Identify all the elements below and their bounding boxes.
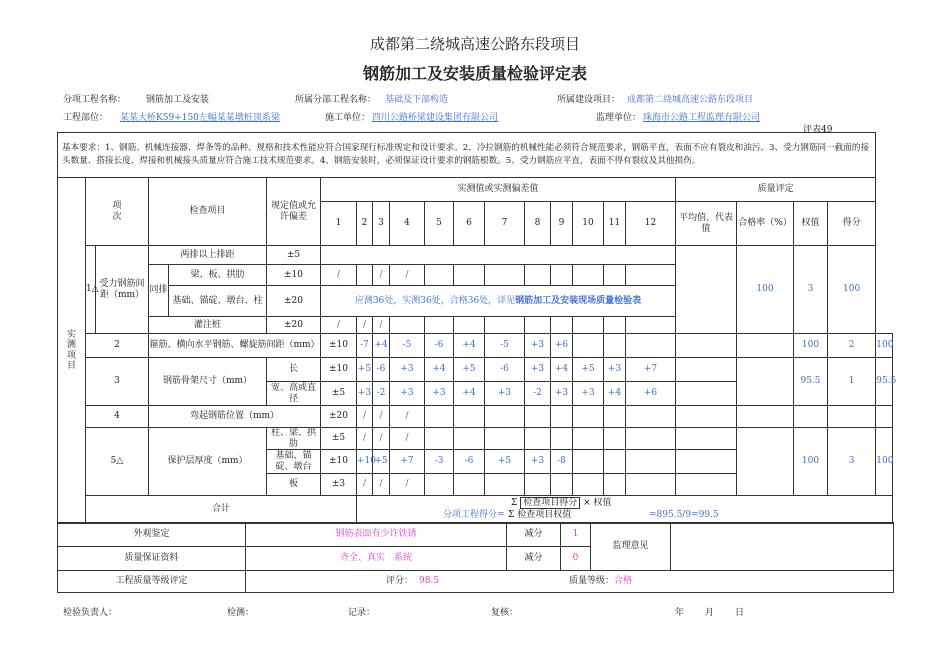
quality-eval-header: 质量评定	[676, 178, 876, 202]
pass-rate-header: 合格率（%）	[737, 202, 794, 246]
row4-no: 4	[86, 406, 149, 428]
row1-no: 1△	[86, 246, 96, 334]
footer-day: 日	[735, 608, 745, 618]
qa-label: 质量保证资料	[58, 547, 246, 571]
row3a-tol: ±10	[321, 358, 357, 382]
row3b-val-1: +3	[357, 382, 373, 406]
row1a-tol: ±5	[267, 246, 321, 265]
row5c-val-2: /	[373, 474, 390, 496]
row1b-val-2: /	[373, 265, 390, 286]
supervisor-opinion-label: 监理意见	[591, 523, 671, 571]
row3b-val-2: -2	[373, 382, 390, 406]
appearance-value: 钢筋表面有少许铁锈	[246, 523, 507, 547]
footer-month: 月	[705, 608, 715, 618]
point-2: 2	[357, 202, 373, 246]
row1a-label: 两排以上排距	[149, 246, 267, 265]
row1b-label: 梁、板、拱肋	[169, 265, 267, 286]
location-value: 某某大桥K59+150左幅某某墩桩顶系梁	[120, 113, 280, 123]
row2-val-3: -5	[390, 334, 425, 358]
row2-val-8: +6	[551, 334, 573, 358]
row3b-val-7: -2	[525, 382, 551, 406]
row5b-val-5: -6	[454, 450, 485, 474]
row5a-val-1: /	[357, 428, 373, 450]
row5-weight: 3	[828, 428, 876, 496]
row3a-val-2: -6	[373, 358, 390, 382]
weight-header: 权值	[794, 202, 828, 246]
point-1: 1	[321, 202, 357, 246]
row1c-note: 应测36处，实测36处，合格36处，详见钢筋加工及安装现场质量检验表	[321, 286, 676, 317]
row5-no: 5△	[86, 428, 149, 496]
row3a-val-5: +5	[454, 358, 485, 382]
project-title: 成都第二绕城高速公路东段项目	[369, 35, 580, 53]
row2-val-1: -7	[357, 334, 373, 358]
row3-name: 钢筋骨架尺寸（mm）	[149, 358, 267, 406]
tolerance-header: 规定值或允许偏差	[267, 178, 321, 246]
point-8: 8	[525, 202, 551, 246]
row3b-val-8: +3	[551, 382, 573, 406]
row2-val-6: -5	[485, 334, 525, 358]
row5-score: 100	[876, 428, 893, 496]
division-value: 基础及下部构造	[385, 95, 449, 105]
measured-items-label: 实测项目	[58, 178, 86, 524]
footer-recorder: 记录：	[348, 608, 376, 618]
row3b-tol: ±5	[321, 382, 357, 406]
row1b-tol: ±10	[267, 265, 321, 286]
row1d-val-3: /	[373, 317, 390, 334]
row1c-label: 基础、锚碇、墩台、柱	[169, 286, 267, 317]
row1b-val-1: /	[321, 265, 357, 286]
construction-project-label: 所属建设项目：	[557, 95, 621, 105]
row2-val-7: +3	[525, 334, 551, 358]
row1b-val-3: /	[390, 265, 425, 286]
inspection-table	[57, 132, 897, 524]
row3-rate: 95.5	[794, 358, 828, 406]
row3-no: 3	[86, 358, 149, 406]
qa-value: 齐全、真实 系统	[246, 547, 507, 571]
footer-tester: 检测：	[227, 608, 255, 618]
row3a-val-4: +4	[425, 358, 454, 382]
row3b-val-5: +4	[454, 382, 485, 406]
row2-weight: 2	[828, 334, 876, 358]
grade-label: 工程质量等级评定	[58, 571, 246, 593]
row5b-val-4: -3	[425, 450, 454, 474]
row5a-label: 柱、梁、拱肋	[267, 428, 321, 450]
row1d-val-1: /	[321, 317, 357, 334]
row4-val-2: /	[373, 406, 390, 428]
row2-score: 100	[876, 334, 893, 358]
row3-score: 95.5	[876, 358, 893, 406]
row4-val-1: /	[357, 406, 373, 428]
row5b-label: 基础、锚碇、墩台	[267, 450, 321, 474]
row3b-label: 宽、高或直径	[267, 382, 321, 406]
construction-project-value: 成都第二绕城高速公路东段项目	[627, 95, 754, 105]
row2-val-2: +4	[373, 334, 390, 358]
basic-requirements: 基本要求：1、钢筋、机械连接器、焊条等的品种、规格和技术性能应符合国家现行标准规定和设计要求。2、冷拉钢筋的机械性能必须符合规范要求，钢筋平直，表面不应有裂皮和油污。3、受力钢筋同一截面的接头数量、搭接长度、焊接和机械接头质量应符合施工技术规范要求。4、钢筋安装时，必须保证设计要求的钢筋根数。5、受力钢筋应平直，表面不得有裂纹及其他损伤。	[58, 133, 876, 178]
footer-inspector: 检验负责人：	[63, 608, 118, 618]
row5b-val-3: +7	[390, 450, 425, 474]
row2-tol: ±10	[321, 334, 357, 358]
appearance-deduct: 1	[561, 523, 591, 547]
row1d-tol: ±20	[267, 317, 321, 334]
row3a-label: 长	[267, 358, 321, 382]
row4-tol: ±20	[321, 406, 357, 428]
point-11: 11	[604, 202, 626, 246]
supervisor-label: 监理单位：	[596, 113, 642, 123]
row5c-tol: ±3	[321, 474, 357, 496]
row3a-val-11: +7	[626, 358, 676, 382]
row5b-val-8: -8	[551, 450, 573, 474]
row1-weight: 3	[794, 246, 828, 334]
point-9: 9	[551, 202, 573, 246]
grade-values: 评分： 98.5 质量等级：合格	[246, 571, 894, 593]
score-header: 得分	[828, 202, 876, 246]
row3a-val-6: -6	[485, 358, 525, 382]
row5a-tol: ±5	[321, 428, 357, 450]
contractor-label: 施工单位：	[325, 113, 371, 123]
form-title: 钢筋加工及安装质量检验评定表	[362, 64, 587, 83]
row3-weight: 1	[828, 358, 876, 406]
total-label: 合计	[86, 496, 357, 524]
appearance-deduct-label: 减分	[507, 523, 561, 547]
row5a-val-2: /	[373, 428, 390, 450]
row5-name: 保护层厚度（mm）	[149, 428, 267, 496]
evaluation-table	[57, 522, 894, 593]
average-header: 平均值、代表值	[676, 202, 737, 246]
subitem-label: 分项工程名称：	[63, 95, 127, 105]
point-12: 12	[626, 202, 676, 246]
row5-rate: 100	[794, 428, 828, 496]
row2-val-5: +4	[454, 334, 485, 358]
measured-values-header: 实测值或实测偏差值	[321, 178, 676, 202]
footer-reviewer: 复核：	[491, 608, 519, 618]
row1-rate: 100	[737, 246, 794, 334]
division-label: 所属分部工程名称：	[295, 95, 377, 105]
row3a-val-1: +5	[357, 358, 373, 382]
row5a-val-3: /	[390, 428, 425, 450]
row2-rate: 100	[794, 334, 828, 358]
check-item-header: 检查项目	[149, 178, 267, 246]
row5c-label: 板	[267, 474, 321, 496]
row3a-val-3: +3	[390, 358, 425, 382]
point-5: 5	[425, 202, 454, 246]
row5c-val-1: /	[357, 474, 373, 496]
row1-score: 100	[828, 246, 876, 334]
row1d-label: 灌注桩	[149, 317, 267, 334]
row3a-val-8: +4	[551, 358, 573, 382]
point-7: 7	[485, 202, 525, 246]
supervisor-value: 珠海市公路工程监理有限公司	[643, 113, 761, 123]
appearance-label: 外观鉴定	[58, 523, 246, 547]
row5b-val-7: +3	[525, 450, 551, 474]
row3a-val-7: +3	[525, 358, 551, 382]
row1-name: 受力钢筋间距（mm）	[96, 246, 149, 334]
row3b-val-3: +3	[390, 382, 425, 406]
row5b-val-2: +5	[373, 450, 390, 474]
row5b-val-1: +10	[357, 450, 373, 474]
row4-val-3: /	[390, 406, 425, 428]
form-number: 评表49	[803, 125, 833, 135]
subitem-value: 钢筋加工及安装	[146, 95, 210, 105]
contractor-value: 四川公路桥梁建设集团有限公司	[372, 113, 499, 123]
row2-name: 箍筋、横向水平钢筋、螺旋筋间距（mm）	[149, 334, 321, 358]
row3a-val-9: +5	[573, 358, 604, 382]
row1-same-row: 同排	[149, 265, 169, 317]
row3b-val-10: +4	[604, 382, 626, 406]
row3b-val-6: +3	[485, 382, 525, 406]
location-label: 工程部位：	[63, 113, 109, 123]
row5b-tol: ±10	[321, 450, 357, 474]
row1c-tol: ±20	[267, 286, 321, 317]
row2-no: 2	[86, 334, 149, 358]
row2-val-4: -6	[425, 334, 454, 358]
row3b-val-9: +3	[573, 382, 604, 406]
point-10: 10	[573, 202, 604, 246]
point-3: 3	[373, 202, 390, 246]
point-6: 6	[454, 202, 485, 246]
row1d-val-2: /	[357, 317, 373, 334]
row4-name: 弯起钢筋位置（mm）	[149, 406, 321, 428]
point-4: 4	[390, 202, 425, 246]
qa-deduct-label: 减分	[507, 547, 561, 571]
row3b-val-11: +6	[626, 382, 676, 406]
total-formula: Σ 检查项目得分 × 权值 分项工程得分= Σ 检查项目权值 =895.5/9=99.5	[357, 496, 893, 524]
row5b-val-6: +5	[485, 450, 525, 474]
row5c-val-3: /	[390, 474, 425, 496]
row3b-val-4: +3	[425, 382, 454, 406]
row3a-val-10: +3	[604, 358, 626, 382]
footer-year: 年	[675, 608, 685, 618]
qa-deduct: 0	[561, 547, 591, 571]
item-no-header: 项次	[86, 178, 149, 246]
